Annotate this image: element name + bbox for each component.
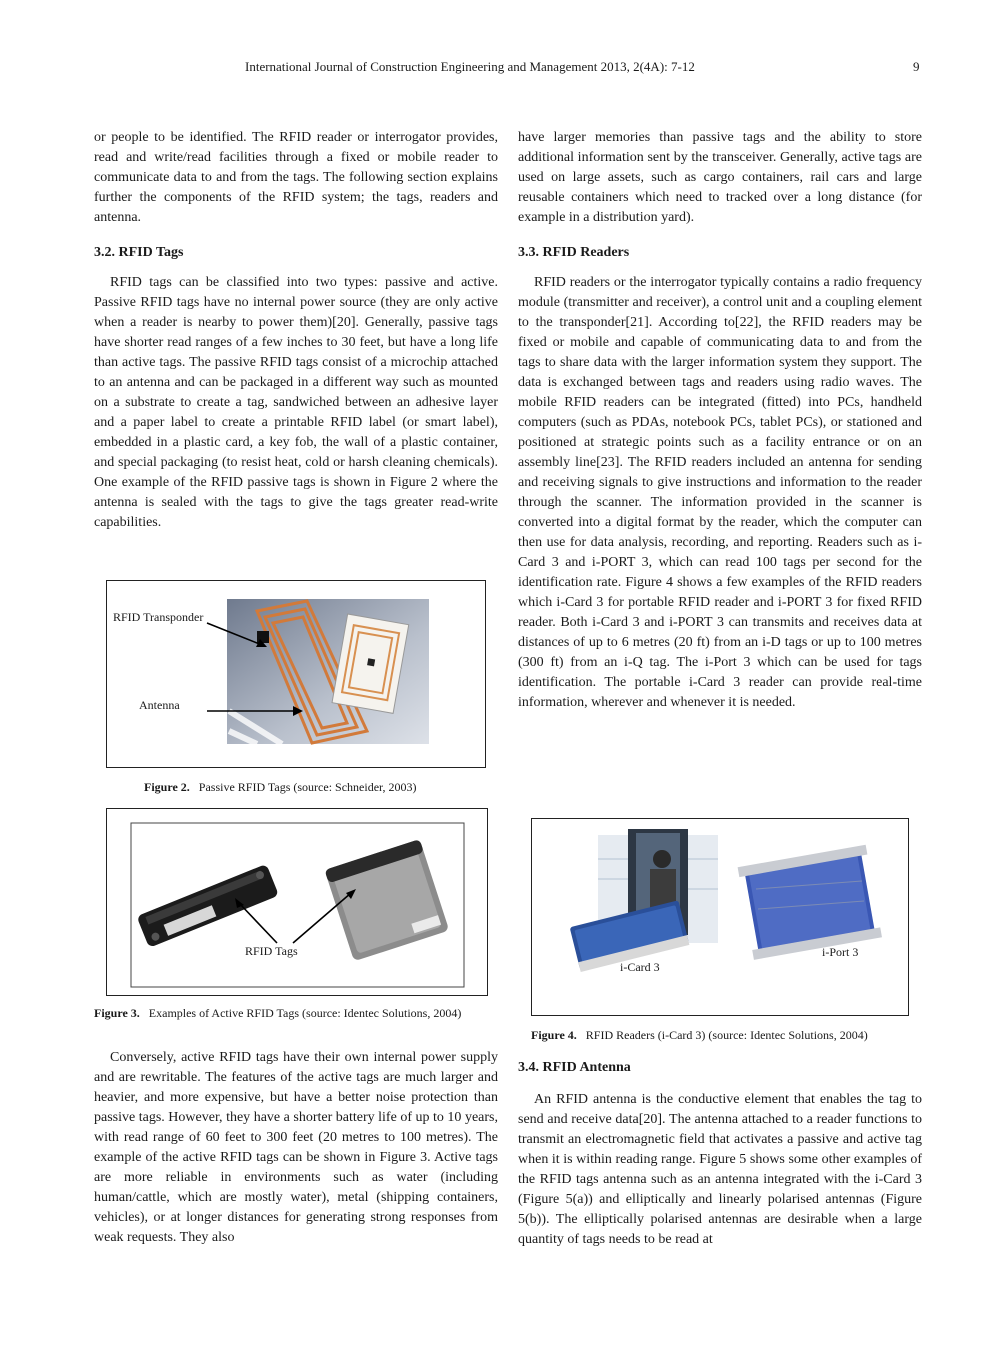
section-heading-antenna: 3.4. RFID Antenna	[518, 1060, 631, 1075]
rfid-readers-image	[532, 819, 908, 1015]
label-antenna: Antenna	[139, 698, 180, 712]
right-column-bottom	[518, 1058, 922, 1250]
label-i-card-3: i-Card 3	[620, 960, 660, 974]
section-heading-tags: 3.2. RFID Tags	[94, 245, 184, 260]
figure-4-caption	[531, 1026, 951, 1044]
figure-2-number: Figure 2.	[144, 780, 190, 794]
section-heading-readers: 3.3. RFID Readers	[518, 245, 630, 260]
figure-3-caption-text: Examples of Active RFID Tags (source: Identec Solutions, 2004)	[148, 1006, 462, 1020]
running-header: International Journal of Construction Engineering and Management 2013, 2(4A): 7-12	[245, 59, 695, 74]
figure-4-box	[531, 818, 909, 1016]
label-rfid-transponder: RFID Transponder	[113, 610, 204, 624]
active-tags-paragraph: Conversely, active RFID tags have their own internal power supply and are rewritable. The features of the active tags are much larger and heavier, and more expensive, but have a better noise protection than passive tags. However, they have a shorter battery life of up to 10 years, with read range of 60 feet to 300 feet (20 metres to 100 metres). The example of the active RFID tags can be shown in Figure 3. Active tags are more reliable in environments such as water (including human/cattle, which are mostly water), metal (shipping containers, vehicles), or at longer distances for generating strong responses from weak requests. They also	[94, 1050, 498, 1245]
intro-paragraph: or people to be identified. The RFID reader or interrogator provides, read and write/read facilities through a fixed or mobile reader to communicate data to and from the tags. The following section explains further the components of the RFID system; the tags, readers and antenna.	[94, 130, 498, 225]
left-column-top	[94, 128, 498, 533]
left-column-bottom	[94, 1048, 498, 1248]
label-i-port-3: i-Port 3	[822, 945, 859, 959]
figure-2-caption	[144, 778, 484, 796]
active-tags-continued-paragraph: have larger memories than passive tags and the ability to store additional information sent by the transceiver. Generally, active tags are used on large assets, such as cargo containers, rail cars and large reusable containers which need to tracked over a long distance (for example in a distribution yard).	[518, 130, 922, 225]
figure-4-caption-text: RFID Readers (i-Card 3) (source: Identec Solutions, 2004)	[585, 1028, 868, 1042]
active-rfid-tags-image	[107, 809, 487, 995]
figure-4-number: Figure 4.	[531, 1028, 577, 1042]
label-rfid-tags: RFID Tags	[245, 944, 298, 958]
figure-2-caption-text: Passive RFID Tags (source: Schneider, 2003)	[198, 780, 417, 794]
right-column-top	[518, 128, 922, 713]
figure-3-caption	[94, 1004, 498, 1022]
tags-paragraph: RFID tags can be classified into two types: passive and active. Passive RFID tags have no internal power source (they are only active when a reader is nearby to power them)[20]. Generally, passive tags have shorter read ranges of a few inches to 30 feet, but have a long life than active tags. The passive RFID tags consist of a microchip attached to an antenna and can be packaged in a different way such as mounted on a substrate to create a tag, sandwiched between an adhesive layer and a paper label to create a printable RFID label (or smart label), embedded in a plastic card, a key fob, the wall of a plastic container, and special packaging (to resist heat, cold or harsh cleaning chemicals). One example of the RFID passive tags is shown in Figure 2 where the antenna is sealed with the tags to give the tags greater read-write capabilities.	[94, 275, 498, 530]
figure-3-box	[106, 808, 488, 996]
figure-3-number: Figure 3.	[94, 1006, 140, 1020]
page-number: 9	[913, 59, 920, 74]
figure-2-box	[106, 580, 486, 768]
passive-rfid-tag-image	[107, 581, 485, 767]
antenna-paragraph: An RFID antenna is the conductive element that enables the tag to send and receive data[20]. The antenna attached to a reader functions to transmit an electromagnetic field that activates a passive and active tag when it is within reading range. Figure 5 shows some other examples of the RFID tags antenna such as an antenna integrated with the i-Card 3 (Figure 5(a)) and elliptically and linearly polarised antennas (Figure 5(b)). The elliptically polarised antennas are desirable when a large quantity of tags needs to be read at	[518, 1092, 922, 1247]
readers-paragraph: RFID readers or the interrogator typically contains a radio frequency module (transmitter and receiver), a control unit and a coupling element to the transponder[21]. According to[22], the RFID readers may be fixed or mobile and capable of communicating data to and from the tags to share data with the larger information system they support. The data is exchanged between tags and readers using radio waves. The mobile RFID readers can be integrated (fitted) into PCs, handheld computers (such as PDAs, notebook PCs, tablet PCs), or stationed and positioned at strategic points such as a facility entrance or on an assembly line[23]. The RFID readers included an antenna for sending and receiving signals to give instructions and information to the reader through the scanner. The information provided in the scanner is converted into a digital format by the reader, which the computer can then use for data analysis, recording, and reporting. Readers such as i-Card 3 and i-PORT 3, which can read 100 tags per second for the identification rate. Figure 4 shows a few examples of the RFID readers which i-Card 3 for portable RFID reader and i-PORT 3 for fixed RFID reader. Both i-Card 3 and i-PORT 3 can transmits and receives data at distances of up to 6 metres (20 ft) from an i-D tags or up to 100 metres (300 ft) from an i-Q tag. The i-Port 3 which can be used for tags identification. The portable i-Card 3 reader can provide real-time information, wherever and whenever it is needed.	[518, 275, 922, 710]
